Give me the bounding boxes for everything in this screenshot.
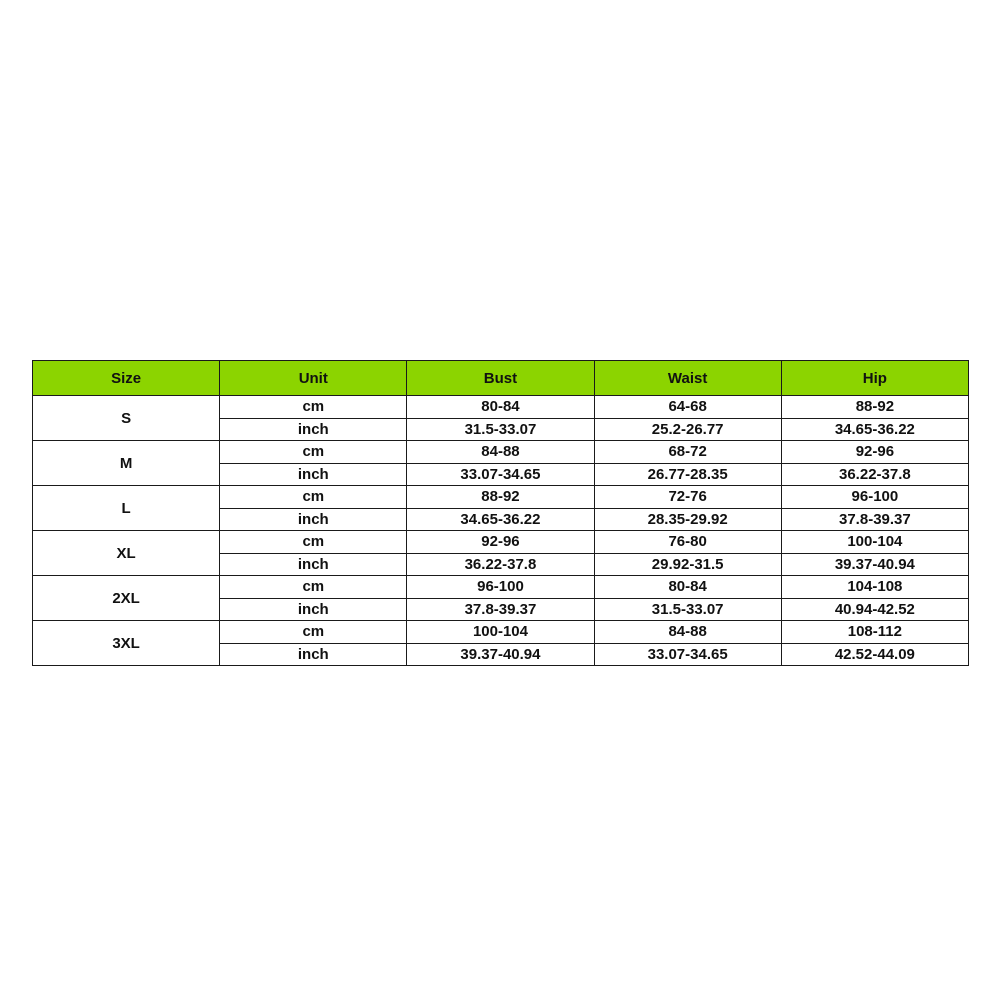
waist-cell: 84-88 — [594, 621, 781, 644]
header-bust: Bust — [407, 361, 594, 396]
size-label: L — [33, 486, 220, 531]
table-row — [33, 441, 969, 464]
bust-cell: 92-96 — [407, 531, 594, 554]
waist-cell: 29.92-31.5 — [594, 553, 781, 576]
unit-cell: cm — [220, 621, 407, 644]
waist-cell: 25.2-26.77 — [594, 418, 781, 441]
unit-cell: cm — [220, 531, 407, 554]
size-label: M — [33, 441, 220, 486]
table-row — [33, 486, 969, 509]
bust-cell: 88-92 — [407, 486, 594, 509]
waist-cell: 80-84 — [594, 576, 781, 599]
header-waist: Waist — [594, 361, 781, 396]
size-label: S — [33, 396, 220, 441]
hip-cell: 37.8-39.37 — [781, 508, 968, 531]
size-chart-table — [32, 360, 969, 666]
waist-cell: 76-80 — [594, 531, 781, 554]
bust-cell: 33.07-34.65 — [407, 463, 594, 486]
bust-cell: 31.5-33.07 — [407, 418, 594, 441]
unit-cell: inch — [220, 463, 407, 486]
hip-cell: 88-92 — [781, 396, 968, 419]
hip-cell: 96-100 — [781, 486, 968, 509]
bust-cell: 39.37-40.94 — [407, 643, 594, 666]
size-label: 2XL — [33, 576, 220, 621]
hip-cell: 92-96 — [781, 441, 968, 464]
waist-cell: 33.07-34.65 — [594, 643, 781, 666]
unit-cell: cm — [220, 396, 407, 419]
unit-cell: cm — [220, 486, 407, 509]
hip-cell: 39.37-40.94 — [781, 553, 968, 576]
waist-cell: 26.77-28.35 — [594, 463, 781, 486]
table-row — [33, 621, 969, 644]
waist-cell: 64-68 — [594, 396, 781, 419]
waist-cell: 68-72 — [594, 441, 781, 464]
header-row — [33, 361, 969, 396]
size-label: XL — [33, 531, 220, 576]
bust-cell: 36.22-37.8 — [407, 553, 594, 576]
bust-cell: 96-100 — [407, 576, 594, 599]
table-row — [33, 396, 969, 419]
bust-cell: 84-88 — [407, 441, 594, 464]
unit-cell: inch — [220, 418, 407, 441]
hip-cell: 108-112 — [781, 621, 968, 644]
size-label: 3XL — [33, 621, 220, 666]
unit-cell: inch — [220, 553, 407, 576]
waist-cell: 72-76 — [594, 486, 781, 509]
hip-cell: 36.22-37.8 — [781, 463, 968, 486]
unit-cell: cm — [220, 441, 407, 464]
unit-cell: inch — [220, 598, 407, 621]
table-row — [33, 576, 969, 599]
hip-cell: 104-108 — [781, 576, 968, 599]
waist-cell: 31.5-33.07 — [594, 598, 781, 621]
bust-cell: 37.8-39.37 — [407, 598, 594, 621]
header-unit: Unit — [220, 361, 407, 396]
hip-cell: 42.52-44.09 — [781, 643, 968, 666]
unit-cell: cm — [220, 576, 407, 599]
unit-cell: inch — [220, 643, 407, 666]
hip-cell: 34.65-36.22 — [781, 418, 968, 441]
waist-cell: 28.35-29.92 — [594, 508, 781, 531]
bust-cell: 100-104 — [407, 621, 594, 644]
hip-cell: 100-104 — [781, 531, 968, 554]
hip-cell: 40.94-42.52 — [781, 598, 968, 621]
header-hip: Hip — [781, 361, 968, 396]
unit-cell: inch — [220, 508, 407, 531]
bust-cell: 80-84 — [407, 396, 594, 419]
header-size: Size — [33, 361, 220, 396]
table-row — [33, 531, 969, 554]
bust-cell: 34.65-36.22 — [407, 508, 594, 531]
